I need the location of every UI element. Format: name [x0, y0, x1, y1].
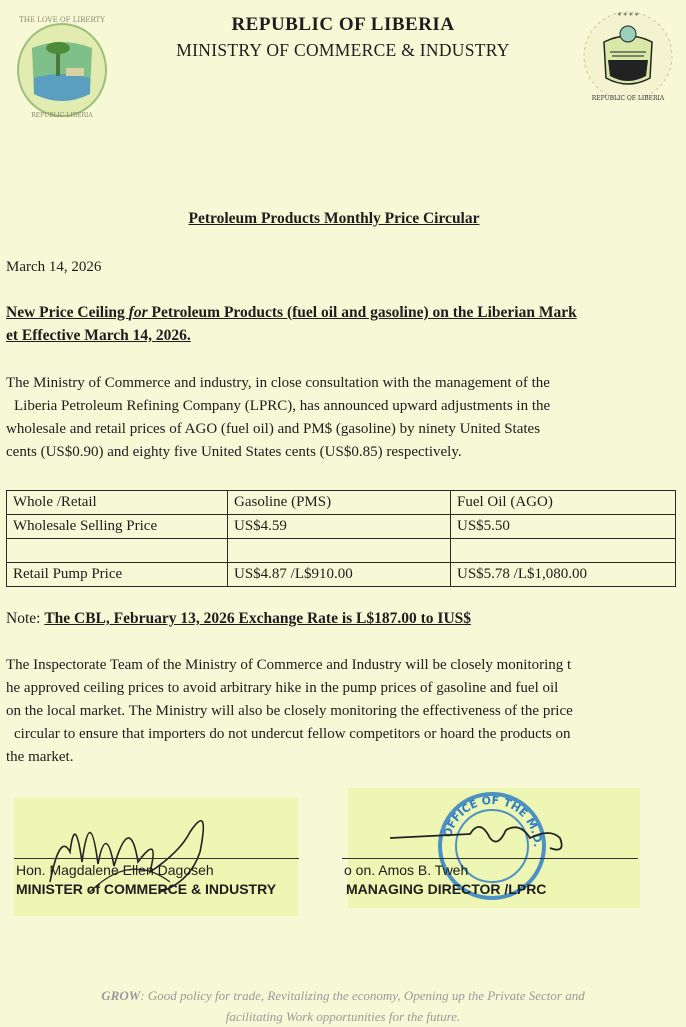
exchange-rate-note	[6, 610, 471, 628]
table-cell: Wholesale Selling Price	[7, 515, 228, 539]
paragraph-line: the market.	[6, 749, 74, 765]
paragraph-line: on the local market. The Ministry will also be closely monitoring the effectiveness of the price	[6, 703, 573, 719]
document-date: March 14, 2026	[6, 259, 102, 275]
note-text: The CBL, February 13, 2026 Exchange Rate is L$187.00 to IUS$	[44, 610, 472, 627]
paragraph-line: circular to ensure that importers do not undercut fellow competitors or hoard the products on	[14, 726, 571, 742]
svg-text:* * * *: * * * *	[617, 12, 639, 20]
svg-text:OFFICE OF THE M.D.: OFFICE OF THE M.D.	[440, 793, 545, 848]
paragraph-line: he approved ceiling prices to avoid arbitrary hike in the pump prices of gasoline and fuel oil	[6, 680, 559, 696]
price-table	[6, 490, 676, 587]
table-header-cell: Gasoline (PMS)	[228, 491, 451, 515]
table-row	[7, 539, 676, 563]
subject-heading	[6, 301, 666, 347]
director-name: o on. Amos B. Tweh	[344, 862, 469, 878]
table-header-row	[7, 491, 676, 515]
subject-line1-post: Petroleum Products (fuel oil and gasoline) on the Liberian Mark	[147, 304, 577, 321]
country-heading: REPUBLIC OF LIBERIA	[231, 14, 455, 35]
svg-text:REPUBLIC LIBERIA: REPUBLIC LIBERIA	[31, 112, 93, 119]
table-cell: US$4.87 /L$910.00	[228, 563, 451, 587]
table-cell	[451, 539, 676, 563]
announcement-paragraph	[6, 372, 672, 464]
monitoring-paragraph	[6, 654, 672, 769]
note-label: Note:	[6, 610, 45, 627]
table-cell	[228, 539, 451, 563]
subject-pre: New Price Ceiling	[6, 304, 129, 321]
footer-line1: : Good policy for trade, Revitalizing the economy, Opening up the Private Sector and	[140, 988, 585, 1003]
minister-title: MINISTER of COMMERCE & INDUSTRY	[16, 881, 277, 897]
director-signature	[380, 808, 580, 868]
paragraph-line: cents (US$0.90) and eighty five United States cents (US$0.85) respectively.	[6, 444, 462, 460]
table-row	[7, 515, 676, 539]
paragraph-line: The Ministry of Commerce and industry, in close consultation with the management of the	[6, 375, 550, 391]
minister-name: Hon. Magdalene Ellen Dagoseh	[16, 862, 214, 878]
paragraph-line: The Inspectorate Team of the Ministry of Commerce and Industry will be closely monitoring t	[6, 657, 572, 673]
subject-for: for	[128, 304, 148, 321]
svg-text:THE LOVE OF LIBERTY: THE LOVE OF LIBERTY	[19, 16, 105, 24]
footer-slogan	[0, 985, 686, 1027]
table-row	[7, 563, 676, 587]
circular-title: Petroleum Products Monthly Price Circular	[188, 210, 480, 227]
signature-line-right	[342, 858, 638, 859]
signature-line-left	[14, 858, 299, 859]
director-title: MANAGING DIRECTOR /LPRC	[346, 881, 547, 897]
table-cell: US$5.50	[451, 515, 676, 539]
table-header-cell: Whole /Retail	[7, 491, 228, 515]
table-cell	[7, 539, 228, 563]
table-cell: US$4.59	[228, 515, 451, 539]
table-cell: Retail Pump Price	[7, 563, 228, 587]
paragraph-line: Liberia Petroleum Refining Company (LPRC), has announced upward adjustments in the	[14, 398, 551, 414]
footer-line2: facilitating Work opportunities for the future.	[225, 1009, 461, 1024]
table-header-cell: Fuel Oil (AGO)	[451, 491, 676, 515]
footer-grow: GROW	[101, 988, 141, 1003]
table-cell: US$5.78 /L$1,080.00	[451, 563, 676, 587]
subject-line2: et Effective March 14, 2026.	[6, 327, 191, 344]
paragraph-line: wholesale and retail prices of AGO (fuel oil) and PM$ (gasoline) by ninety United States	[6, 421, 541, 437]
svg-text:REPUBLIC OF LIBERIA: REPUBLIC OF LIBERIA	[591, 95, 665, 102]
ministry-heading: MINISTRY OF COMMERCE & INDUSTRY	[176, 40, 510, 60]
